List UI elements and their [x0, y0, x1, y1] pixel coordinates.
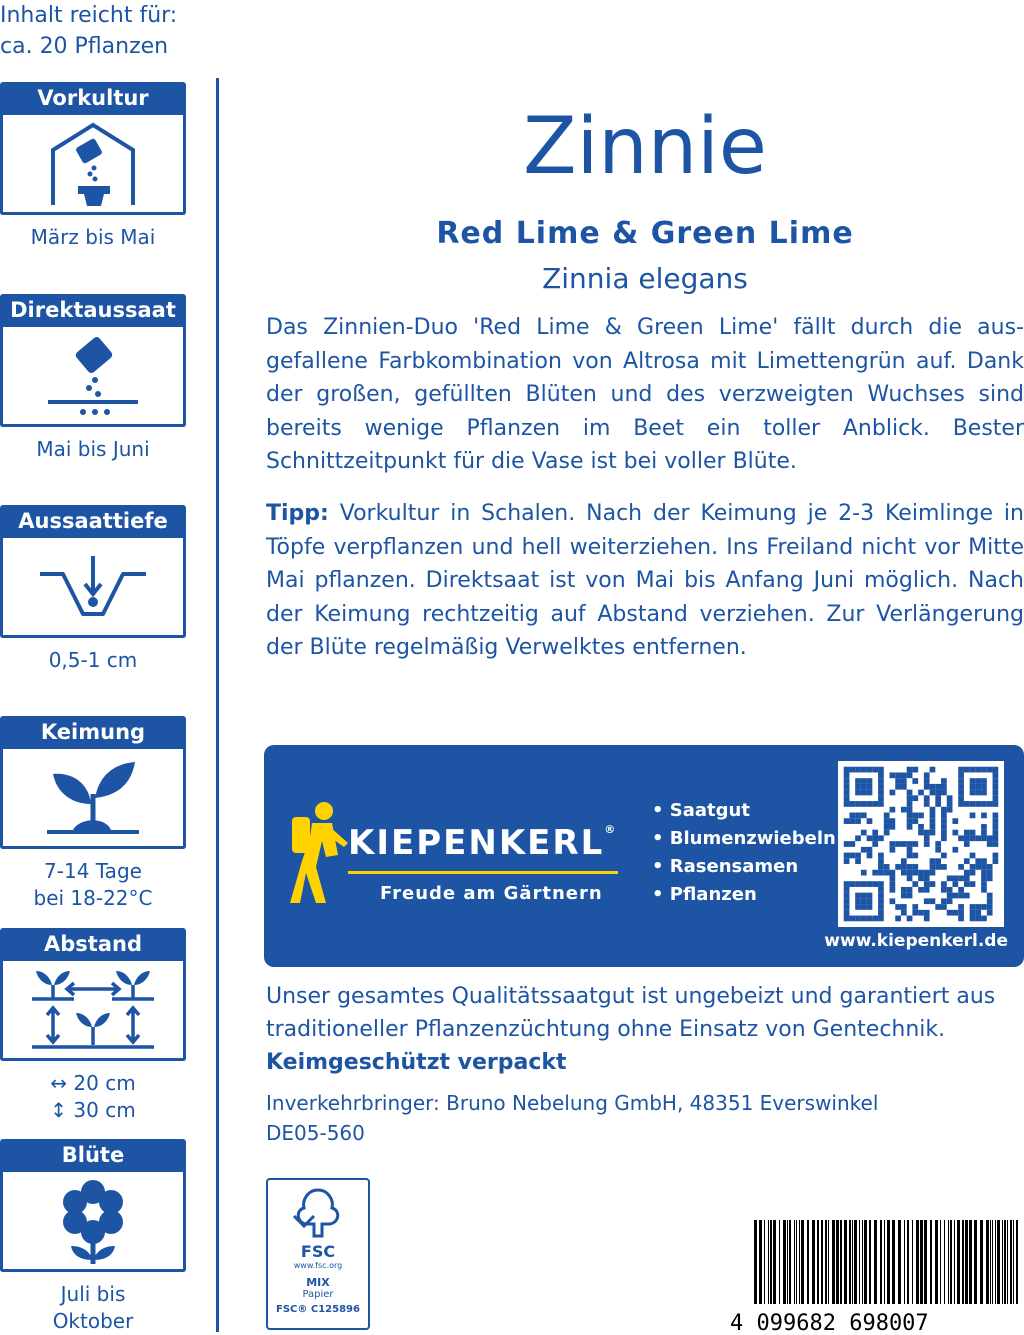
- tile-caption: [0, 1281, 186, 1335]
- category-item: • Pflanzen: [652, 884, 757, 905]
- tile-caption-line: 0,5-1 cm: [48, 648, 138, 672]
- spacing-icon: [0, 961, 186, 1061]
- barcode-icon: [730, 1220, 1024, 1332]
- brand-name: [348, 823, 617, 863]
- tile-caption-line: Juli bis: [60, 1282, 126, 1306]
- tile-label: Vorkultur: [0, 82, 186, 115]
- tile-caption-line: März bis Mai: [30, 225, 156, 249]
- tip-text: Vorkultur in Schalen. Nach der Keimung je 2-3 Keimlinge in Töpfe verpflanzen und hell weiterziehen. Ins Freiland nicht vor Mitte Mai pflanzen. Direktsaat ist von Mai bis Anfang Juni möglich. Nach der Keimung rechtzeitig auf Abstand verziehen. Zur Verlängerung der Blüte regelmäßig Verwelktes entfernen.: [266, 501, 1024, 660]
- distributor-line: Inverkehrbringer: Bruno Nebelung GmbH, 48351 Everswinkel: [266, 1091, 879, 1115]
- tile-caption: [0, 436, 186, 463]
- tile-label: Keimung: [0, 716, 186, 749]
- content-amount: [0, 0, 177, 62]
- growing-tip: [266, 497, 1024, 665]
- quality-statement: Unser gesamtes Qualitätssaatgut ist ungebeizt und garantiert aus traditioneller Pflanzenzüchtung ohne Einsatz von Gentechnik.: [266, 984, 996, 1042]
- fsc-code: FSC® C125896: [276, 1304, 360, 1315]
- tile-caption-line: Oktober: [52, 1309, 134, 1333]
- product-latin-name: Zinnia elegans: [542, 262, 748, 295]
- greenhouse-sowing-icon: [0, 115, 186, 215]
- seedling-icon: [0, 749, 186, 849]
- product-description: Das Zinnien-Duo 'Red Lime & Green Lime' fällt durch die ausgefallene Farbkombination von Altrosa mit Limettengrün auf. Dank der großen, gefüllten Blüten und des verzweigten Wuchses sind bereits wenige Pflanzen im Beet ein toller Anblick. Bester Schnittzeitpunkt für die Vase ist bei voller Blüte.: [266, 315, 1024, 474]
- tile-caption-line: bei 18-22°C: [33, 886, 153, 910]
- sowing-depth-icon: [0, 538, 186, 638]
- tip-label: Tipp:: [266, 501, 329, 526]
- fsc-papier: Papier: [302, 1289, 334, 1300]
- distributor-line: DE05-560: [266, 1121, 365, 1145]
- tile-caption: [0, 647, 186, 674]
- tile-label: Abstand: [0, 928, 186, 961]
- tile-caption-line: ↕ 30 cm: [50, 1098, 136, 1122]
- tile-caption-line: ↔ 20 cm: [50, 1071, 136, 1095]
- tile-caption: [0, 858, 186, 912]
- registered-mark: ®: [604, 823, 618, 836]
- tile-label: Aussaattiefe: [0, 505, 186, 538]
- fsc-tree-icon: [288, 1186, 348, 1238]
- product-title: Zinnie: [523, 102, 767, 192]
- tile-keimung: [0, 716, 186, 912]
- sidebar-divider: [216, 78, 219, 1332]
- fsc-site: www.fsc.org: [293, 1261, 343, 1270]
- tile-aussaattiefe: [0, 505, 186, 674]
- fsc-label: [266, 1178, 370, 1330]
- tile-label: Direktaussaat: [0, 294, 186, 327]
- qr-code-icon[interactable]: [838, 761, 1004, 927]
- fsc-mix: MIX: [306, 1276, 330, 1289]
- tile-caption: [0, 1070, 186, 1124]
- website-link[interactable]: www.kiepenkerl.de: [824, 931, 1008, 951]
- hiker-logo-icon: [286, 797, 352, 907]
- category-item: • Blumenzwiebeln: [652, 828, 836, 849]
- tile-vorkultur: [0, 82, 186, 251]
- tile-direktaussaat: [0, 294, 186, 463]
- tile-caption-line: 7-14 Tage: [44, 859, 142, 883]
- brand-slogan: Freude am Gärtnern: [380, 883, 603, 904]
- barcode-digits: 4 099682 698007: [730, 1311, 929, 1332]
- packaging-note: Keimgeschützt verpackt: [266, 1050, 567, 1075]
- tile-bluete: [0, 1139, 186, 1335]
- brand-text: KIEPENKERL: [348, 823, 605, 863]
- brand-banner: [264, 745, 1024, 967]
- fsc-title: FSC: [300, 1242, 336, 1261]
- content-amount-value: ca. 20 Pflanzen: [0, 34, 169, 59]
- category-item: • Saatgut: [652, 800, 750, 821]
- product-variety: Red Lime & Green Lime: [436, 216, 854, 251]
- tile-caption: [0, 224, 186, 251]
- product-categories: [652, 797, 836, 909]
- tile-abstand: [0, 928, 186, 1124]
- category-item: • Rasensamen: [652, 856, 799, 877]
- tile-caption-line: Mai bis Juni: [36, 437, 150, 461]
- flower-icon: [0, 1172, 186, 1272]
- brand-underline: [348, 871, 618, 874]
- direct-sowing-icon: [0, 327, 186, 427]
- distributor-info: [266, 1088, 1024, 1148]
- tile-label: Blüte: [0, 1139, 186, 1172]
- content-amount-label: Inhalt reicht für:: [0, 3, 178, 28]
